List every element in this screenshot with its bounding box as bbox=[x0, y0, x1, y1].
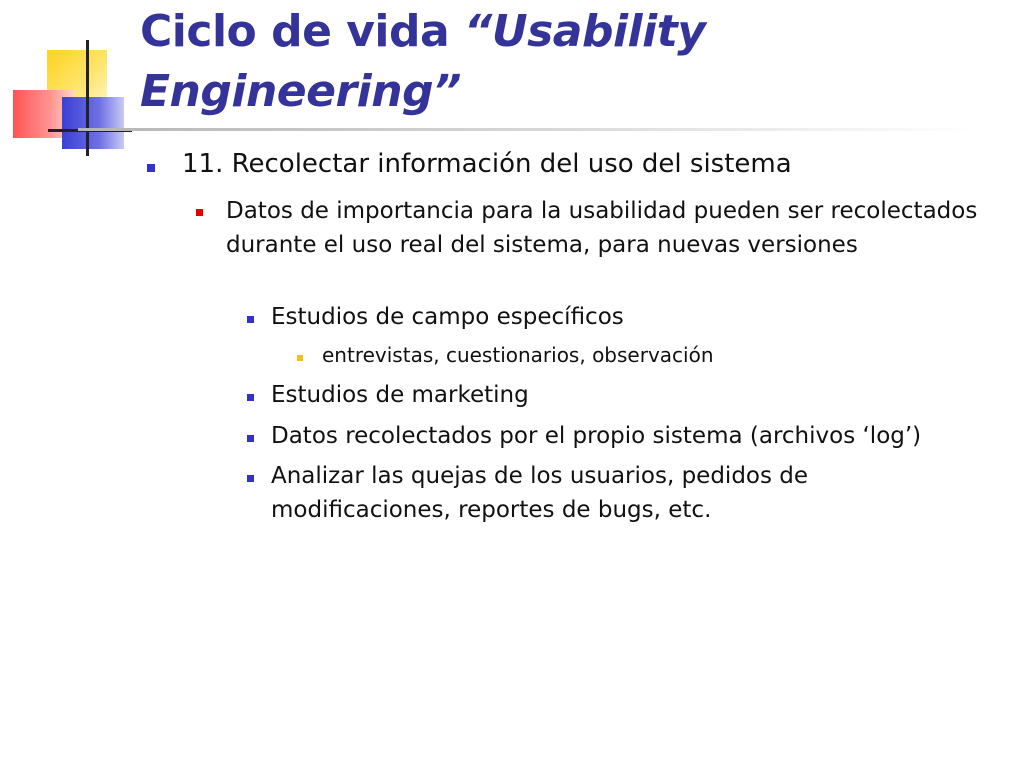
bullet-square-icon bbox=[196, 209, 203, 216]
bullet-square-icon bbox=[147, 164, 155, 172]
bullet-level1-text: 11. Recolectar información del uso del sistema bbox=[182, 149, 792, 179]
bullet-level3-text: Estudios de marketing bbox=[271, 382, 529, 408]
bullet-level3-text: Datos recolectados por el propio sistema (archivos ‘log’) bbox=[271, 423, 922, 449]
title-part-regular: Ciclo de vida bbox=[140, 6, 465, 57]
bullet-square-icon bbox=[247, 316, 254, 323]
bullet-square-icon bbox=[247, 394, 254, 401]
bullet-level3-text: Estudios de campo específicos bbox=[271, 304, 624, 330]
title-part-italic: “Usability Engineering” bbox=[140, 6, 706, 117]
bullet-level2-text: Datos de importancia para la usabilidad pueden ser recolectados durante el uso real del sistema, para nuevas versiones bbox=[226, 198, 978, 258]
bullet-level4-text: entrevistas, cuestionarios, observación bbox=[322, 343, 714, 367]
bullet-square-icon bbox=[247, 475, 254, 482]
bullet-square-icon bbox=[247, 435, 254, 442]
bullet-square-icon bbox=[297, 355, 303, 361]
bullet-level3-text: Analizar las quejas de los usuarios, pedidos de modificaciones, reportes de bugs, etc. bbox=[271, 463, 809, 523]
